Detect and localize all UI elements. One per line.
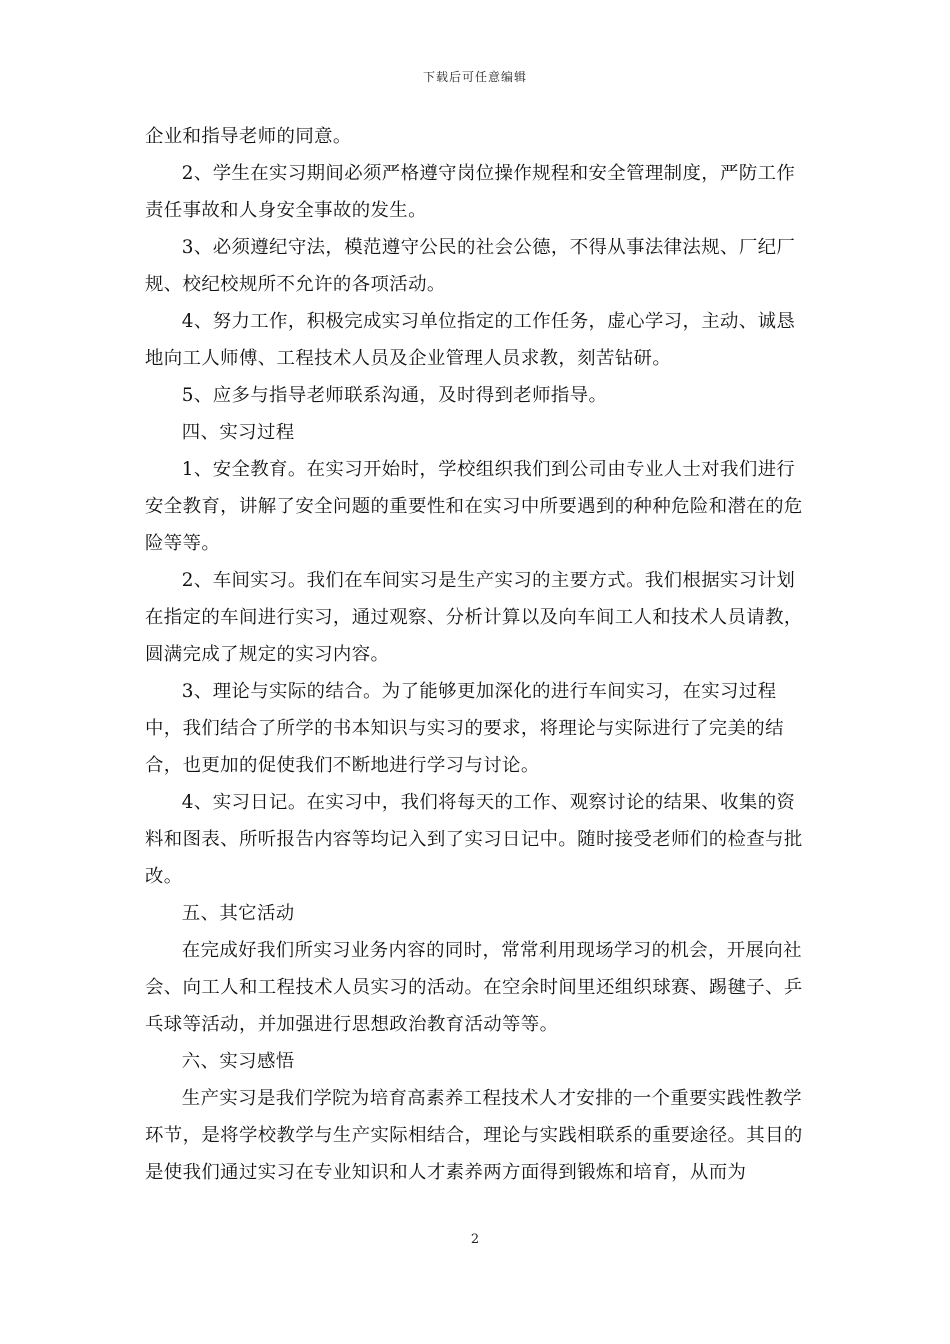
page-number: 2: [470, 1232, 480, 1247]
section-heading-other-activities: 五、其它活动: [181, 903, 295, 924]
paragraph-workshop-internship: 2、车间实习。我们在车间实习是生产实习的主要方式。我们根据实习计划在指定的车间进行实习，通过观察、分析计算以及向车间工人和技术人员请教，圆满完成了规定的实习内容。: [145, 570, 803, 665]
paragraph-safety-education: 1、安全教育。在实习开始时，学校组织我们到公司由专业人士对我们进行安全教育，讲解了安全问题的重要性和在实习中所要遇到的种种危险和潜在的危险等等。: [145, 459, 803, 554]
paragraph-reflections: 生产实习是我们学院为培育高素养工程技术人才安排的一个重要实践性教学环节，是将学校教学与生产实际相结合，理论与实践相联系的重要途径。其目的是使我们通过实习在专业知识和人才素养两方面得到锻炼和培育，从而为: [145, 1088, 803, 1183]
paragraph-rule-4: 4、努力工作，积极完成实习单位指定的工作任务，虚心学习，主动、诚恳地向工人师傅、工程技术人员及企业管理人员求教，刻苦钻研。: [145, 311, 796, 369]
paragraph-theory-practice: 3、理论与实际的结合。为了能够更加深化的进行车间实习，在实习过程中，我们结合了所学的书本知识与实习的要求，将理论与实际进行了完美的结合，也更加的促使我们不断地进行学习与讨论。: [145, 681, 784, 776]
paragraph-rule-3: 3、必须遵纪守法，模范遵守公民的社会公德，不得从事法律法规、厂纪厂规、校纪校规所不允许的各项活动。: [145, 237, 796, 295]
section-heading-reflections: 六、实习感悟: [181, 1051, 295, 1072]
paragraph-rule-2: 2、学生在实习期间必须严格遵守岗位操作规程和安全管理制度，严防工作责任事故和人身安全事故的发生。: [145, 163, 796, 221]
paragraph-internship-diary: 4、实习日记。在实习中，我们将每天的工作、观察讨论的结果、收集的资料和图表、所听报告内容等均记入到了实习日记中。随时接受老师们的检查与批改。: [145, 792, 803, 887]
paragraph-rule-5: 5、应多与指导老师联系沟通，及时得到老师指导。: [181, 385, 608, 406]
document-body: [145, 118, 811, 1191]
paragraph-other-activities: 在完成好我们所实习业务内容的同时，常常利用现场学习的机会，开展向社会、向工人和工程技术人员实习的活动。在空余时间里还组织球赛、踢毽子、乒乓球等活动，并加强进行思想政治教育活动等等。: [145, 940, 803, 1035]
paragraph-continuation: 企业和指导老师的同意。: [145, 126, 352, 147]
section-heading-process: 四、实习过程: [181, 422, 295, 443]
page-header: 下载后可任意编辑: [422, 70, 527, 84]
